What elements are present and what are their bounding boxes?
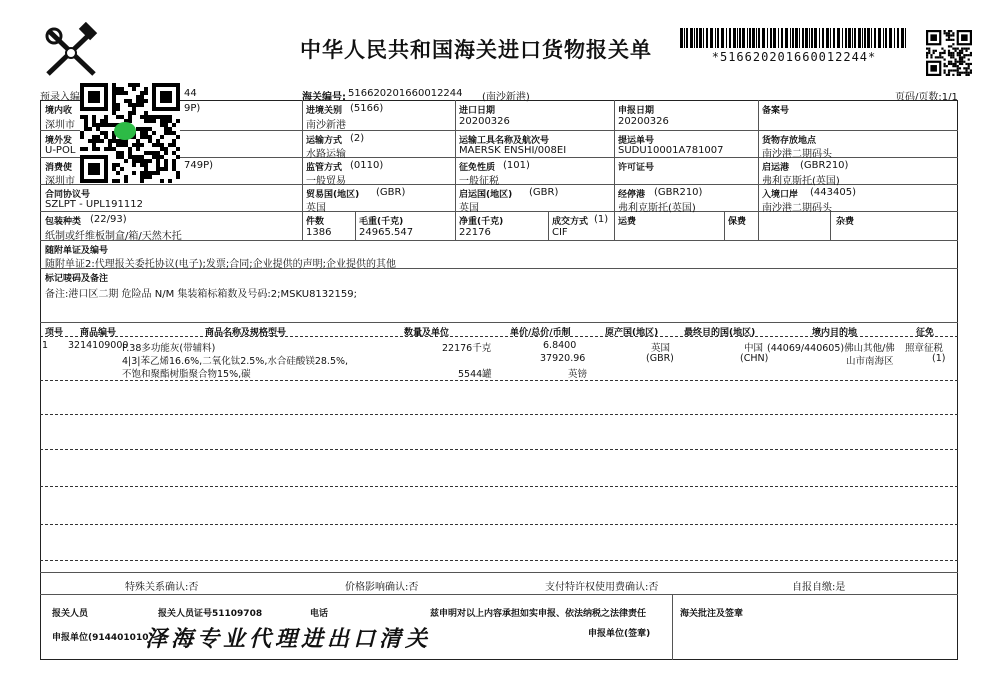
goods-total-price: 37920.96 bbox=[540, 353, 586, 364]
goods-header-price: 单价/总价/币制 bbox=[510, 328, 571, 338]
marks-label: 标记唛码及备注 bbox=[45, 274, 109, 284]
entry-port-label: 进境关别 bbox=[306, 106, 343, 116]
consignee-label: 境内收 bbox=[45, 106, 73, 116]
goods-no: 1 bbox=[42, 340, 49, 351]
consignee-value: 深圳市 bbox=[45, 120, 75, 131]
goods-levy-line2: (1) bbox=[932, 353, 946, 364]
entry-place-code: (443405) bbox=[810, 187, 856, 198]
misc-label: 杂费 bbox=[836, 217, 855, 227]
self-declare-confirm: 自报自缴:是 bbox=[792, 582, 846, 593]
transport-label: 运输方式 bbox=[306, 136, 343, 146]
phone-label: 电话 bbox=[310, 609, 329, 619]
pre-entry-label: 预录入编 bbox=[40, 92, 80, 103]
goods-domestic-line1: (44069/440605)佛山其他/佛 bbox=[767, 343, 895, 354]
customs-approval-label: 海关批注及签章 bbox=[680, 609, 744, 619]
royalty-confirm: 支付特许权使用费确认:否 bbox=[545, 582, 659, 593]
goods-unit-price: 6.8400 bbox=[543, 340, 577, 351]
declare-date-label: 申报日期 bbox=[618, 106, 655, 116]
goods-header-no: 项号 bbox=[45, 328, 64, 338]
bl-label: 提运单号 bbox=[618, 136, 655, 146]
declarer-seal-label: 申报单位(签章) bbox=[588, 629, 651, 639]
shipper-label: 境外发 bbox=[45, 136, 73, 146]
insurance-label: 保费 bbox=[728, 217, 747, 227]
stop-port-value: 弗利克斯托(英国) bbox=[618, 203, 696, 214]
deal-value: CIF bbox=[552, 227, 568, 238]
page-count: 页码/页数:1/1 bbox=[895, 92, 958, 103]
goods-dest: 中国 bbox=[744, 343, 764, 354]
contract-label: 合同协议号 bbox=[45, 190, 91, 200]
customs-emblem-icon bbox=[40, 22, 102, 84]
pieces-value: 1386 bbox=[306, 227, 332, 238]
barcode-text: *516620201660012244* bbox=[711, 50, 877, 64]
supervision-code: (0110) bbox=[350, 160, 384, 171]
bl-value: SUDU10001A781007 bbox=[618, 145, 724, 156]
contract-value: SZLPT - UPL191112 bbox=[45, 199, 143, 210]
stop-port-code: (GBR210) bbox=[654, 187, 703, 198]
qr-code-icon bbox=[926, 30, 972, 76]
goods-qty2: 5544罐 bbox=[458, 369, 492, 380]
broker-cert-label: 报关人员证号51109708 bbox=[158, 609, 263, 619]
supervision-label: 监管方式 bbox=[306, 163, 343, 173]
import-date-label: 进口日期 bbox=[459, 106, 496, 116]
depart-port-code: (GBR210) bbox=[800, 160, 849, 171]
vessel-label: 运输工具名称及航次号 bbox=[459, 136, 550, 146]
shipper-value: U-POL bbox=[45, 145, 76, 156]
wechat-icon bbox=[114, 122, 136, 140]
port-note: (南沙新港) bbox=[482, 92, 530, 103]
goods-header-levy: 征免 bbox=[916, 328, 935, 338]
docs-label: 随附单证及编号 bbox=[45, 246, 109, 256]
goods-qty1: 22176千克 bbox=[442, 343, 492, 354]
supervision-value: 一般贸易 bbox=[306, 176, 346, 187]
net-label: 净重(千克) bbox=[459, 217, 504, 227]
goods-name-line2: 4|3|苯乙烯16.6%,二氧化钛2.5%,水合硅酸镁28.5%, bbox=[122, 356, 349, 367]
user-code: 749P) bbox=[184, 160, 214, 171]
consignee-code: 9P) bbox=[184, 103, 201, 114]
pack-code: (22/93) bbox=[90, 214, 127, 225]
import-date-value: 20200326 bbox=[459, 116, 510, 127]
goods-header-qty: 数量及单位 bbox=[404, 328, 450, 338]
marks-value: 备注:港口区二期 危险品 N/M 集装箱标箱数及号码:2;MSKU8132159; bbox=[45, 289, 357, 300]
ship-country-label: 启运国(地区) bbox=[459, 190, 513, 200]
goods-header-code: 商品编号 bbox=[80, 328, 117, 338]
goods-name-line1: P.38多功能灰(带辅料) bbox=[122, 343, 216, 354]
ship-country-value: 英国 bbox=[459, 203, 479, 214]
goods-header-origin: 原产国(地区) bbox=[605, 328, 659, 338]
form-title: 中华人民共和国海关进口货物报关单 bbox=[300, 37, 652, 62]
pack-value: 纸制或纤维板制盒/箱/天然木托 bbox=[45, 231, 182, 242]
deal-label: 成交方式 bbox=[552, 217, 589, 227]
goods-code: 3214109000 bbox=[68, 340, 129, 351]
trade-country-value: 英国 bbox=[306, 203, 326, 214]
user-label: 消费使 bbox=[45, 163, 73, 173]
declarer-label: 申报单位(914401010 bbox=[52, 633, 149, 643]
goods-currency: 英镑 bbox=[568, 369, 588, 380]
price-impact-confirm: 价格影响确认:否 bbox=[345, 582, 419, 593]
goods-dest-code: (CHN) bbox=[740, 353, 769, 364]
depart-port-label: 启运港 bbox=[762, 163, 790, 173]
license-label: 许可证号 bbox=[618, 163, 655, 173]
gross-value: 24965.547 bbox=[359, 227, 414, 238]
special-relation-confirm: 特殊关系确认:否 bbox=[125, 582, 199, 593]
trade-country-label: 贸易国(地区) bbox=[306, 190, 360, 200]
goods-domestic-line2: 山市南海区 bbox=[846, 356, 894, 367]
goods-origin: 英国 bbox=[651, 343, 671, 354]
pre-entry-value: 44 bbox=[184, 88, 197, 99]
goods-header-domestic: 境内目的地 bbox=[812, 328, 858, 338]
docs-value: 随附单证2:代理报关委托协议(电子);发票;合同;企业提供的声明;企业提供的其他 bbox=[45, 259, 397, 270]
declare-date-value: 20200326 bbox=[618, 116, 669, 127]
goods-name-line3: 不饱和聚酯树脂聚合物15%,碳 bbox=[122, 369, 251, 380]
deal-code: (1) bbox=[594, 214, 609, 225]
transport-code: (2) bbox=[350, 133, 365, 144]
trade-country-code: (GBR) bbox=[376, 187, 406, 198]
broker-label: 报关人员 bbox=[52, 609, 89, 619]
customs-no-label: 海关编号: bbox=[302, 92, 346, 103]
entry-place-value: 南沙港二期码头 bbox=[762, 203, 832, 214]
goods-levy-line1: 照章征税 bbox=[905, 343, 944, 354]
net-value: 22176 bbox=[459, 227, 491, 238]
freight-label: 运费 bbox=[618, 217, 637, 227]
pack-label: 包装种类 bbox=[45, 217, 82, 227]
entry-place-label: 入境口岸 bbox=[762, 190, 799, 200]
goods-header-dest: 最终目的国(地区) bbox=[684, 328, 756, 338]
levy-label: 征免性质 bbox=[459, 163, 496, 173]
declaration-statement: 兹申明对以上内容承担如实申报、依法纳税之法律责任 bbox=[430, 609, 647, 619]
levy-code: (101) bbox=[503, 160, 530, 171]
goods-header-name: 商品名称及规格型号 bbox=[205, 328, 287, 338]
entry-port-value: 南沙新港 bbox=[306, 120, 346, 131]
vessel-value: MAERSK ENSHI/008EI bbox=[459, 145, 567, 156]
customs-no-value: 516620201660012244 bbox=[348, 88, 463, 99]
entry-port-code: (5166) bbox=[350, 103, 384, 114]
record-label: 备案号 bbox=[762, 106, 790, 116]
stop-port-label: 经停港 bbox=[618, 190, 646, 200]
levy-value: 一般征税 bbox=[459, 176, 499, 187]
storage-label: 货物存放地点 bbox=[762, 136, 817, 146]
transport-value: 水路运输 bbox=[306, 149, 346, 160]
storage-value: 南沙港二期码头 bbox=[762, 149, 832, 160]
ship-country-code: (GBR) bbox=[529, 187, 559, 198]
goods-origin-code: (GBR) bbox=[646, 353, 674, 364]
user-value: 深圳市 bbox=[45, 176, 75, 187]
pieces-label: 件数 bbox=[306, 217, 325, 227]
gross-label: 毛重(千克) bbox=[359, 217, 404, 227]
depart-port-value: 弗利克斯托(英国) bbox=[762, 176, 840, 187]
watermark-text: 泽海专业代理进出口清关 bbox=[145, 626, 432, 652]
